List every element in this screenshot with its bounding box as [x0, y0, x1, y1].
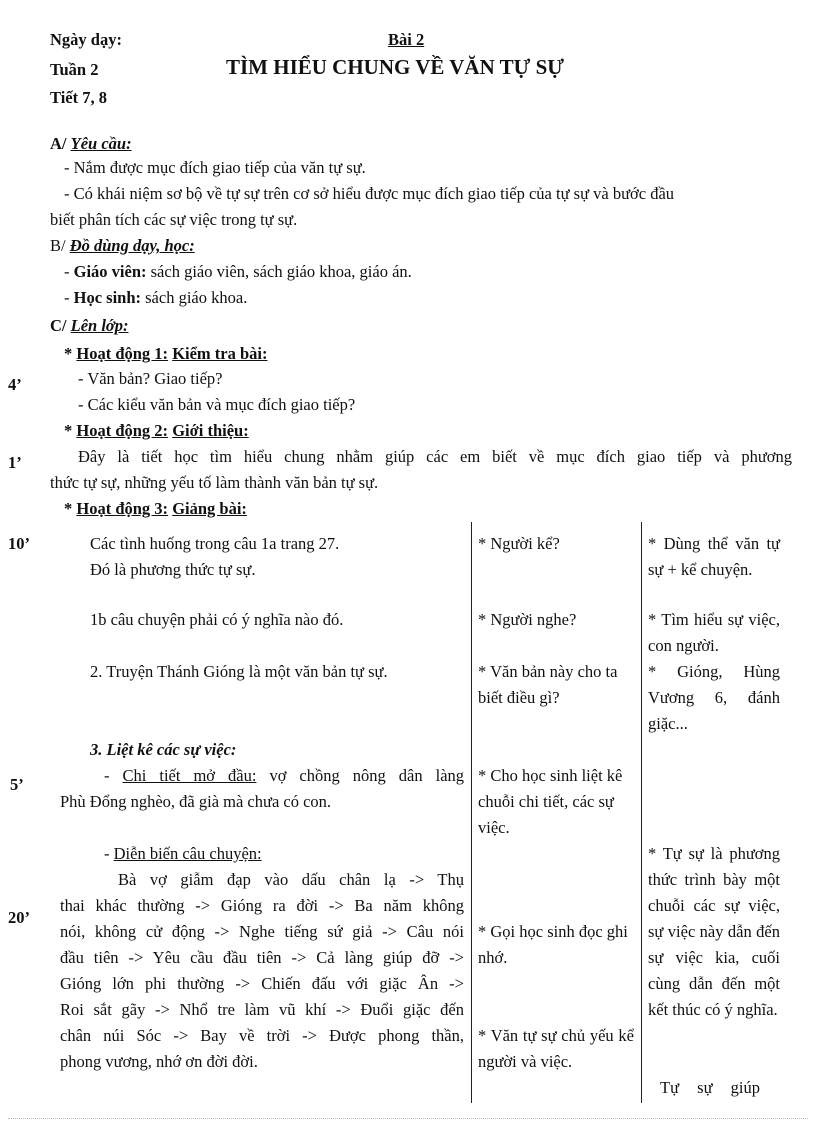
section-a-item: biết phân tích các sự việc trong tự sự. — [50, 210, 298, 229]
left-line: 1b câu chuyện phải có ý nghĩa nào đó. — [90, 610, 344, 629]
section-b-heading — [50, 233, 195, 259]
development-line: Bà vợ giẫm đạp vào dấu chân lạ -> Thụ — [118, 870, 464, 889]
opening-label: Chi tiết mở đầu: — [122, 766, 257, 785]
opening-line: - Chi tiết mở đầu: vợ chồng nông dân làng — [104, 766, 465, 785]
middle-note: * Gọi học sinh đọc ghi nhớ. — [478, 922, 628, 967]
student-text: sách giáo khoa. — [145, 288, 248, 307]
activity-2-star: * — [64, 421, 73, 440]
activity-1-star: * — [64, 344, 73, 363]
section-c-prefix: C/ — [50, 316, 67, 335]
teacher-text: sách giáo viên, sách giáo khoa, giáo án. — [150, 262, 412, 281]
middle-note: * Cho học sinh liệt kê chuỗi chi tiết, các sự việc. — [478, 766, 623, 837]
development-line: phong vương, nhớ ơn đời đời. — [60, 1052, 258, 1071]
activity-1-label: Hoạt động 1: — [76, 344, 169, 363]
right-note: * Gióng, Hùng Vương 6, đánh giặc... — [648, 662, 780, 733]
student-label: Học sinh: — [73, 288, 142, 307]
development-line: Gióng lớn phi thường -> Chiến đấu với giặc Ân -> — [60, 974, 464, 993]
development-heading: - Diễn biến câu chuyện: — [104, 844, 262, 863]
date-label: Ngày dạy: — [50, 30, 122, 49]
development-label: Diễn biến câu chuyện: — [113, 844, 262, 863]
development-line: thai khác thường -> Gióng ra đời -> Ba năm không — [60, 896, 464, 915]
activity-1-heading — [64, 341, 268, 367]
activity-3-label: Hoạt động 3: — [76, 499, 169, 518]
activity-2-time: 1’ — [8, 453, 22, 472]
activity-1-name: Kiểm tra bài: — [172, 344, 268, 363]
development-line: nói, không cử động -> Nghe tiếng sứ giả -> Câu nói — [60, 922, 464, 941]
right-note: * Tự sự là phương thức trình bày một chuỗi các sự việc, sự việc này dẫn đến sự việc kia, cuối cùng dẫn đến một kết thúc có ý nghĩa. — [648, 844, 780, 1019]
activity-2-label: Hoạt động 2: — [76, 421, 169, 440]
section-a-item: - Có khái niệm sơ bộ về tự sự trên cơ sở hiểu được mục đích giao tiếp của tự sự và bước đầu — [64, 184, 675, 203]
opening-text: vợ chồng nông dân làng — [269, 766, 465, 785]
right-note: * Tìm hiểu sự việc, con người. — [648, 610, 780, 655]
activity-3-star: * — [64, 499, 73, 518]
week-label: Tuần 2 — [50, 60, 99, 79]
time-marker-20: 20’ — [8, 908, 30, 927]
middle-note: * Người nghe? — [478, 610, 577, 629]
activity-1-item: - Văn bản? Giao tiếp? — [78, 369, 223, 388]
column-divider-1 — [471, 522, 472, 1103]
section-a-item: - Nắm được mục đích giao tiếp của văn tự sự. — [64, 158, 366, 177]
period-label: Tiết 7, 8 — [50, 88, 107, 107]
right-note: * Dùng thể văn tự sự + kể chuyện. — [648, 534, 780, 579]
section-c-title: Lên lớp: — [70, 316, 129, 335]
section-a-heading — [50, 131, 132, 157]
section-c-heading — [50, 313, 129, 339]
section-a-title: Yêu cầu: — [70, 134, 132, 153]
section-a-prefix: A/ — [50, 134, 67, 153]
activity-2-line-2: thức tự sự, những yếu tố làm thành văn bản tự sự. — [50, 473, 379, 492]
section-b-title: Đồ dùng dạy, học: — [69, 236, 195, 255]
opening-line-2: Phù Đổng nghèo, đã già mà chưa có con. — [60, 792, 332, 811]
student-line: - Học sinh: sách giáo khoa. — [64, 288, 248, 307]
lesson-title: TÌM HIỂU CHUNG VỀ VĂN TỰ SỰ — [226, 55, 564, 79]
middle-note: * Văn bản này cho ta biết điều gì? — [478, 662, 618, 707]
column-divider-2 — [641, 522, 642, 1103]
activity-1-time: 4’ — [8, 375, 22, 394]
page-bottom-rule — [8, 1118, 808, 1119]
activity-1-item: - Các kiểu văn bản và mục đích giao tiếp? — [78, 395, 356, 414]
middle-note: * Văn tự sự chủ yếu kể người và việc. — [478, 1026, 634, 1071]
teacher-label: Giáo viên: — [73, 262, 147, 281]
development-line: chân núi Sóc -> Bay về trời -> Được phong thần, — [60, 1026, 464, 1045]
time-marker-10: 10’ — [8, 534, 30, 553]
middle-note: * Người kể? — [478, 534, 560, 553]
left-line: 2. Truyện Thánh Gióng là một văn bản tự sự. — [90, 662, 388, 681]
lesson-number: Bài 2 — [388, 30, 425, 49]
activity-2-line-1: Đây là tiết học tìm hiểu chung nhằm giúp các em biết về mục đích giao tiếp và phương — [78, 447, 792, 466]
teacher-line: - Giáo viên: sách giáo viên, sách giáo khoa, giáo án. — [64, 262, 412, 281]
left-line: Các tình huống trong câu 1a trang 27. — [90, 534, 340, 553]
time-marker-5: 5’ — [10, 775, 24, 794]
activity-3-heading — [64, 496, 247, 522]
left-line: Đó là phương thức tự sự. — [90, 560, 256, 579]
activity-2-name: Giới thiệu: — [172, 421, 249, 440]
development-line: đầu tiên -> Yêu cầu đầu tiên -> Cả làng giúp đỡ -> — [60, 948, 464, 967]
left-line-list-heading: 3. Liệt kê các sự việc: — [90, 740, 237, 759]
development-line: Roi sắt gãy -> Nhổ tre làm vũ khí -> Đuổi giặc đến — [60, 1000, 464, 1019]
right-note-cont: Tự sự giúp — [660, 1078, 760, 1097]
activity-3-name: Giảng bài: — [172, 499, 247, 518]
activity-2-heading — [64, 418, 249, 444]
section-b-prefix: B/ — [50, 236, 66, 255]
